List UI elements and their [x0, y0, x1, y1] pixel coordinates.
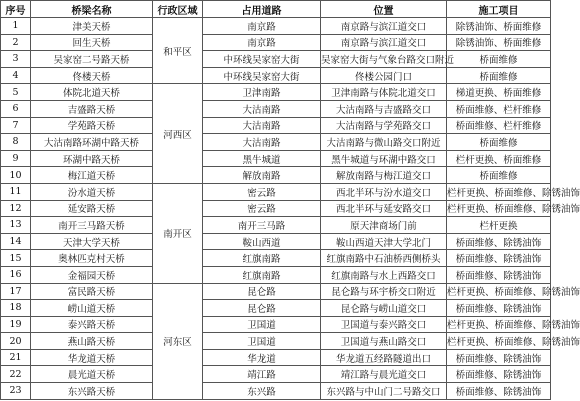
- cell-occupied-road: 黑牛城道: [203, 150, 321, 167]
- cell-construction-project: 桥面维修: [447, 167, 551, 184]
- cell-location: 西北半环与汾水道交口: [321, 183, 447, 200]
- cell-occupied-road: 大沽南路: [203, 100, 321, 117]
- cell-location: 卫津南路与体院北道交口: [321, 84, 447, 101]
- header-district: 行政区域: [153, 1, 203, 18]
- cell-serial-number: 18: [1, 300, 31, 317]
- cell-location: 大沽南路与吉盛路交口: [321, 100, 447, 117]
- cell-serial-number: 4: [1, 67, 31, 84]
- cell-construction-project: 桥面维修、栏杆维修: [447, 117, 551, 134]
- table-row: [1, 250, 551, 267]
- cell-construction-project: 除锈油饰、桥面维修: [447, 18, 551, 35]
- cell-construction-project: 桥面维修、除锈油饰: [447, 383, 551, 400]
- table-row: [1, 283, 551, 300]
- cell-construction-project: 栏杆更换、桥面维修、除锈油饰: [447, 200, 551, 217]
- cell-bridge-name: 佟楼天桥: [31, 67, 153, 84]
- table-row: [1, 316, 551, 333]
- cell-construction-project: 梯道更换、桥面维修: [447, 84, 551, 101]
- cell-location: 南京路与滨江道交口: [321, 34, 447, 51]
- table-row: [1, 117, 551, 134]
- cell-construction-project: 栏杆更换、桥面维修、除锈油饰: [447, 333, 551, 350]
- cell-bridge-name: 梅江道天桥: [31, 167, 153, 184]
- cell-location: 大沽南路与微山路交口附近: [321, 134, 447, 151]
- cell-location: 靖江路与晨光道交口: [321, 366, 447, 383]
- cell-occupied-road: 卫国道: [203, 333, 321, 350]
- table-row: [1, 183, 551, 200]
- table-row: [1, 200, 551, 217]
- cell-district: 和平区: [153, 18, 203, 84]
- cell-bridge-name: 泰兴路天桥: [31, 316, 153, 333]
- cell-bridge-name: 吴家窑二号路天桥: [31, 51, 153, 68]
- cell-bridge-name: 东兴路天桥: [31, 383, 153, 400]
- cell-construction-project: 桥面维修、除锈油饰: [447, 349, 551, 366]
- table-row: [1, 150, 551, 167]
- table-row: [1, 266, 551, 283]
- cell-occupied-road: 解放南路: [203, 167, 321, 184]
- cell-serial-number: 10: [1, 167, 31, 184]
- cell-bridge-name: 延安路天桥: [31, 200, 153, 217]
- cell-location: 原天津商场门前: [321, 217, 447, 234]
- cell-occupied-road: 南京路: [203, 18, 321, 35]
- cell-location: 西北半环与延安路交口: [321, 200, 447, 217]
- cell-occupied-road: 靖江路: [203, 366, 321, 383]
- cell-bridge-name: 环湖中路天桥: [31, 150, 153, 167]
- cell-district: 河西区: [153, 84, 203, 184]
- cell-bridge-name: 大沽南路环湖中路天桥: [31, 134, 153, 151]
- table-row: [1, 333, 551, 350]
- cell-bridge-name: 津美天桥: [31, 18, 153, 35]
- cell-bridge-name: 金福园天桥: [31, 266, 153, 283]
- cell-serial-number: 3: [1, 51, 31, 68]
- cell-location: 红旗南路中石油桥西侧桥头: [321, 250, 447, 267]
- cell-bridge-name: 天津大学天桥: [31, 233, 153, 250]
- cell-bridge-name: 体院北道天桥: [31, 84, 153, 101]
- cell-bridge-name: 南开三马路天桥: [31, 217, 153, 234]
- cell-occupied-road: 大沽南路: [203, 117, 321, 134]
- cell-serial-number: 11: [1, 183, 31, 200]
- cell-bridge-name: 回生天桥: [31, 34, 153, 51]
- cell-location: 解放南路与梅江道交口: [321, 167, 447, 184]
- cell-bridge-name: 奥林匹克村天桥: [31, 250, 153, 267]
- cell-serial-number: 7: [1, 117, 31, 134]
- cell-construction-project: 栏杆更换、桥面维修、除锈油饰: [447, 183, 551, 200]
- table-row: [1, 67, 551, 84]
- cell-occupied-road: 昆仑路: [203, 300, 321, 317]
- cell-bridge-name: 燕山路天桥: [31, 333, 153, 350]
- cell-location: 卫国道与泰兴路交口: [321, 316, 447, 333]
- header-location: 位置: [321, 1, 447, 18]
- cell-construction-project: 栏杆更换: [447, 217, 551, 234]
- cell-serial-number: 20: [1, 333, 31, 350]
- cell-occupied-road: 中环线吴家窑大街: [203, 51, 321, 68]
- cell-occupied-road: 华龙道: [203, 349, 321, 366]
- cell-construction-project: 桥面维修、除锈油饰: [447, 250, 551, 267]
- cell-location: 华龙道五经路隧道出口: [321, 349, 447, 366]
- cell-location: 黑牛城道与环湖中路交口: [321, 150, 447, 167]
- table-row: [1, 167, 551, 184]
- cell-construction-project: 桥面维修: [447, 134, 551, 151]
- cell-occupied-road: 卫津南路: [203, 84, 321, 101]
- cell-district: 南开区: [153, 183, 203, 283]
- cell-location: 红旗南路与水上西路交口: [321, 266, 447, 283]
- cell-serial-number: 12: [1, 200, 31, 217]
- table-row: [1, 300, 551, 317]
- cell-location: 南京路与滨江道交口: [321, 18, 447, 35]
- cell-construction-project: 桥面维修、栏杆维修: [447, 100, 551, 117]
- cell-location: 鞍山西道天津大学北门: [321, 233, 447, 250]
- table-row: [1, 134, 551, 151]
- table-row: [1, 51, 551, 68]
- cell-serial-number: 19: [1, 316, 31, 333]
- cell-location: 佟楼公园门口: [321, 67, 447, 84]
- cell-serial-number: 16: [1, 266, 31, 283]
- cell-occupied-road: 红旗南路: [203, 250, 321, 267]
- cell-serial-number: 22: [1, 366, 31, 383]
- cell-location: 卫国道与燕山路交口: [321, 333, 447, 350]
- cell-bridge-name: 吉盛路天桥: [31, 100, 153, 117]
- cell-location: 昆仑路与崂山道交口: [321, 300, 447, 317]
- cell-occupied-road: 大沽南路: [203, 134, 321, 151]
- table-row: [1, 34, 551, 51]
- cell-occupied-road: 昆仑路: [203, 283, 321, 300]
- table-row: [1, 349, 551, 366]
- cell-district: 河东区: [153, 283, 203, 399]
- cell-occupied-road: 南京路: [203, 34, 321, 51]
- table-row: [1, 233, 551, 250]
- cell-serial-number: 1: [1, 18, 31, 35]
- cell-location: 昆仑路与环宇桥交口附近: [321, 283, 447, 300]
- cell-occupied-road: 鞍山西道: [203, 233, 321, 250]
- cell-construction-project: 桥面维修: [447, 67, 551, 84]
- cell-bridge-name: 学苑路天桥: [31, 117, 153, 134]
- cell-serial-number: 21: [1, 349, 31, 366]
- table-row: [1, 18, 551, 35]
- header-occupied-road: 占用道路: [203, 1, 321, 18]
- header-serial-number: 序号: [1, 1, 31, 18]
- cell-bridge-name: 汾水道天桥: [31, 183, 153, 200]
- header-row: [1, 1, 551, 18]
- cell-bridge-name: 华龙道天桥: [31, 349, 153, 366]
- cell-construction-project: 栏杆更换、桥面维修、除锈油饰: [447, 316, 551, 333]
- cell-location: 吴家窑大街与气象台路交口附近: [321, 51, 447, 68]
- cell-bridge-name: 晨光道天桥: [31, 366, 153, 383]
- cell-construction-project: 桥面维修、除锈油饰: [447, 366, 551, 383]
- header-bridge-name: 桥梁名称: [31, 1, 153, 18]
- cell-serial-number: 23: [1, 383, 31, 400]
- table-row: [1, 84, 551, 101]
- cell-location: 大沽南路与学苑路交口: [321, 117, 447, 134]
- table-row: [1, 383, 551, 400]
- header-construction-project: 施工项目: [447, 1, 551, 18]
- cell-construction-project: 栏杆更换、桥面维修: [447, 150, 551, 167]
- cell-occupied-road: 密云路: [203, 200, 321, 217]
- cell-location: 东兴路与中山门二号路交口: [321, 383, 447, 400]
- table-row: [1, 366, 551, 383]
- cell-serial-number: 15: [1, 250, 31, 267]
- cell-occupied-road: 卫国道: [203, 316, 321, 333]
- cell-occupied-road: 中环线吴家窑大街: [203, 67, 321, 84]
- cell-serial-number: 9: [1, 150, 31, 167]
- cell-occupied-road: 红旗南路: [203, 266, 321, 283]
- cell-bridge-name: 崂山道天桥: [31, 300, 153, 317]
- cell-construction-project: 桥面维修、除锈油饰: [447, 300, 551, 317]
- table-body: [1, 18, 580, 400]
- cell-serial-number: 13: [1, 217, 31, 234]
- cell-serial-number: 5: [1, 84, 31, 101]
- cell-occupied-road: 南开三马路: [203, 217, 321, 234]
- cell-construction-project: 桥面维修、除锈油饰: [447, 266, 551, 283]
- table-row: [1, 217, 551, 234]
- cell-serial-number: 14: [1, 233, 31, 250]
- cell-construction-project: 桥面维修: [447, 51, 551, 68]
- cell-serial-number: 6: [1, 100, 31, 117]
- cell-serial-number: 17: [1, 283, 31, 300]
- cell-construction-project: 除锈油饰、桥面维修: [447, 34, 551, 51]
- cell-construction-project: 栏杆更换、桥面维修、除锈油饰: [447, 283, 551, 300]
- cell-construction-project: 桥面维修、除锈油饰: [447, 233, 551, 250]
- cell-serial-number: 2: [1, 34, 31, 51]
- table-row: [1, 100, 551, 117]
- cell-bridge-name: 富民路天桥: [31, 283, 153, 300]
- cell-occupied-road: 密云路: [203, 183, 321, 200]
- cell-serial-number: 8: [1, 134, 31, 151]
- cell-occupied-road: 东兴路: [203, 383, 321, 400]
